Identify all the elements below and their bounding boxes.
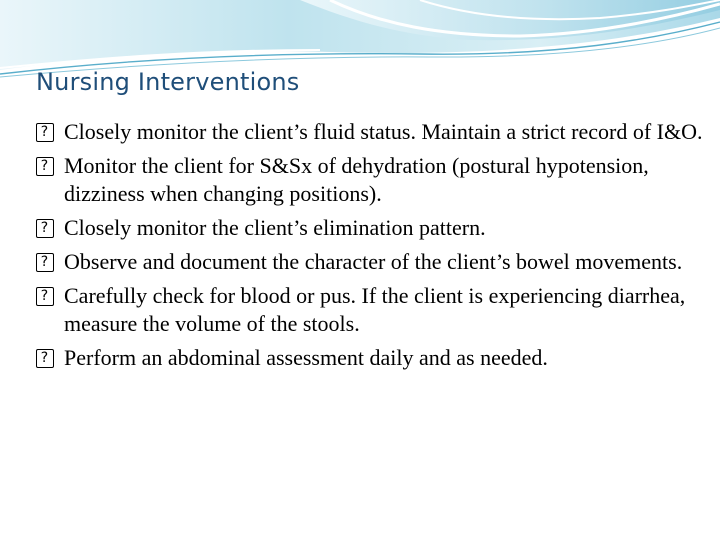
list-item bbox=[36, 282, 706, 338]
bullet-text: Perform an abdominal assessment daily and as needed. bbox=[64, 345, 548, 370]
bullet-list bbox=[36, 118, 706, 378]
missing-glyph-box-icon bbox=[36, 253, 54, 272]
list-item bbox=[36, 152, 706, 208]
missing-glyph-box-icon bbox=[36, 123, 54, 142]
missing-glyph-box-icon bbox=[36, 287, 54, 306]
list-item bbox=[36, 214, 706, 242]
list-item bbox=[36, 248, 706, 276]
bullet-text: Carefully check for blood or pus. If the client is experiencing diarrhea, measure the volume of the stools. bbox=[64, 283, 686, 336]
bullet-text: Closely monitor the client’s fluid status. Maintain a strict record of I&O. bbox=[64, 119, 703, 144]
missing-glyph-box-icon bbox=[36, 157, 54, 176]
slide-title: Nursing Interventions bbox=[36, 68, 300, 96]
bullet-text: Observe and document the character of the client’s bowel movements. bbox=[64, 249, 683, 274]
missing-glyph-box-icon bbox=[36, 219, 54, 238]
list-item bbox=[36, 344, 706, 372]
bullet-text: Closely monitor the client’s elimination pattern. bbox=[64, 215, 486, 240]
list-item bbox=[36, 118, 706, 146]
missing-glyph-box-icon bbox=[36, 349, 54, 368]
bullet-text: Monitor the client for S&Sx of dehydration (postural hypotension, dizziness when changing positions). bbox=[64, 153, 649, 206]
